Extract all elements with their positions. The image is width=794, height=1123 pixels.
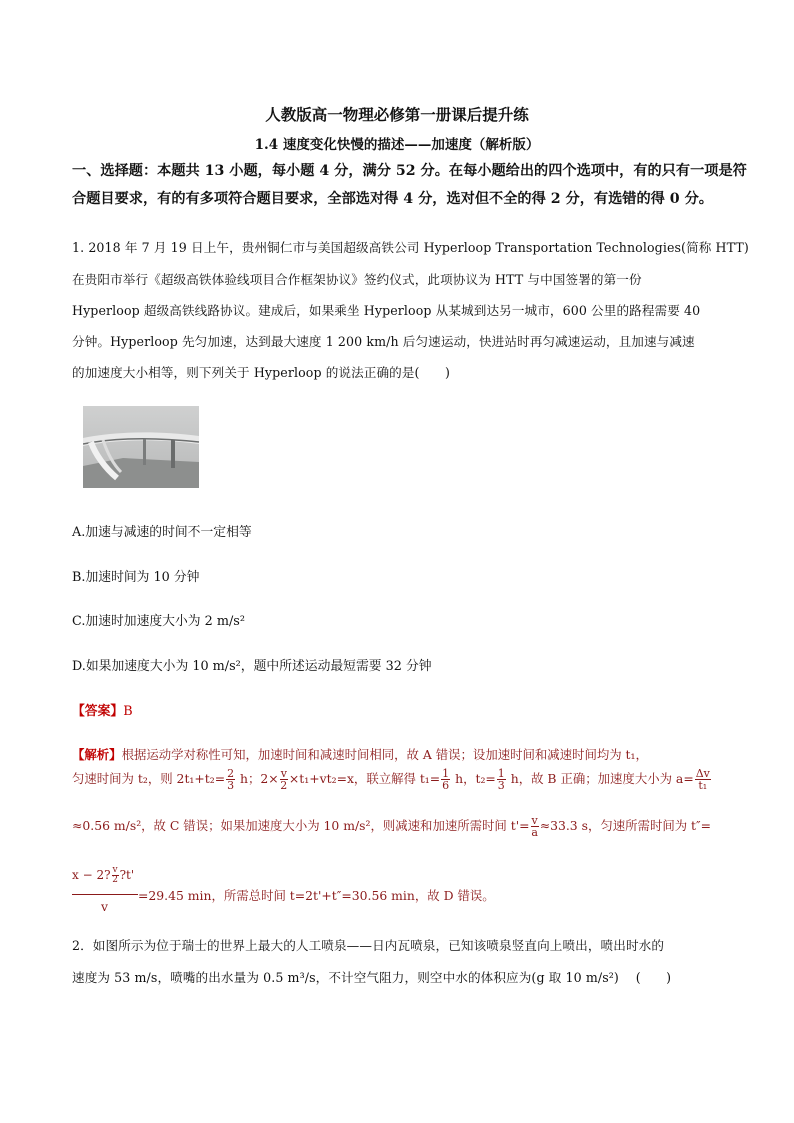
section-heading-line-2: 合题目要求，有的有多项符合题目要求，全部选对得 4 分，选对但不全的得 2 分，有选错的得 0 分。 [72,191,713,207]
q1-analysis-line-2 [72,768,712,791]
fraction [112,866,119,885]
hyperloop-photo [83,406,199,488]
answer-tag: 【答案】 [72,704,124,719]
page-subtitle: 1.4 速度变化快慢的描述——加速度（解析版） [254,137,540,153]
q1-analysis-line-3 [72,815,711,838]
q1-option-a: A.加速与减速的时间不一定相等 [72,525,252,540]
q2-text-line-2: 速度为 53 m/s，喷嘴的出水量为 0.5 m³/s，不计空气阻力，则空中水的体积应为(g 取 10 m/s²) ( ) [72,970,672,985]
q2-text-line-1: 2．如图所示为位于瑞士的世界上最大的人工喷泉——日内瓦喷泉，已知该喷泉竖直向上喷出，喷出时水的 [72,938,665,953]
q1-option-c: C.加速时加速度大小为 2 m/s² [72,614,245,629]
fraction [497,768,506,791]
analysis-text: ×t₁+vt₂=x，联立解得 t₁= [288,771,441,786]
q1-analysis-denominator: v [101,899,108,914]
answer-value: B [123,704,133,719]
analysis-text: h，故 B 正确；加速度大小为 a= [506,771,694,786]
page-title: 人教版高一物理必修第一册课后提升练 [265,105,529,124]
analysis-text: 匀速时间为 t₂，则 2t₁+t₂= [72,771,226,786]
q1-text-line-3: Hyperloop 超级高铁线路协议。建成后，如果乘坐 Hyperloop 从某城到达另一城市，600 公里的路程需要 40 [72,303,701,318]
q1-text-line-5: 的加速度大小相等，则下列关于 Hyperloop 的说法正确的是( ) [72,365,450,380]
q1-option-d: D.如果加速度大小为 10 m/s²，题中所述运动最短需要 32 分钟 [72,659,432,674]
fraction-bar [72,894,138,895]
analysis-tag: 【解析】 [72,747,122,762]
q1-analysis-line-1 [72,745,648,763]
q1-answer [72,700,133,719]
numerator: v [280,767,287,780]
denominator: 3 [227,779,235,792]
numerator: 2 [227,767,235,780]
analysis-text: x − 2? [72,868,111,882]
fraction [531,815,539,838]
analysis-text: h；2× [236,771,279,786]
analysis-text: h，t₂= [451,771,496,786]
denominator: t₁ [698,779,708,792]
denominator: a [531,826,538,839]
q1-text-line-2: 在贵阳市举行《超级高铁体验线项目合作框架协议》签约仪式，此项协议为 HTT 与中国签署的第一份 [72,272,642,287]
numerator: Δv [695,767,710,780]
analysis-text: 根据运动学对称性可知，加速时间和减速时间相同，故 A 错误；设加速时间和减速时间均为 t₁， [121,747,648,762]
numerator: v [531,814,538,827]
analysis-text: ?t' [119,868,135,882]
q1-option-b: B.加速时间为 10 分钟 [72,570,200,585]
fraction [280,768,288,791]
fraction [226,768,235,791]
fraction [695,768,711,791]
denominator: 3 [497,779,505,792]
denominator: 6 [442,779,450,792]
denominator: 2 [280,779,288,792]
q1-analysis-numerator [72,866,134,885]
analysis-text: ≈33.3 s，匀速所需时间为 t″= [539,818,712,833]
numerator: 1 [497,767,505,780]
q1-text-line-1: 1. 2018 年 7 月 19 日上午，贵州铜仁市与美国超级高铁公司 Hyperloop Transportation Technologies(简称 HTT) [72,240,749,255]
fraction [441,768,450,791]
q1-analysis-line-4: =29.45 min，所需总时间 t=2t'+t″=30.56 min，故 D 错误。 [138,888,495,903]
analysis-text: ≈0.56 m/s²，故 C 错误；如果加速度大小为 10 m/s²，则减速和加速所需时间 t'= [72,818,530,833]
section-heading-line-1: 一、选择题：本题共 13 小题，每小题 4 分，满分 52 分。在每小题给出的四个选项中，有的只有一项是符 [72,163,747,179]
denominator: 2 [112,875,118,885]
q1-text-line-4: 分钟。Hyperloop 先匀加速，达到最大速度 1 200 km/h 后匀速运动，快进站时再匀减速运动，且加速与减速 [72,334,695,349]
numerator: v [112,865,118,875]
numerator: 1 [442,767,450,780]
